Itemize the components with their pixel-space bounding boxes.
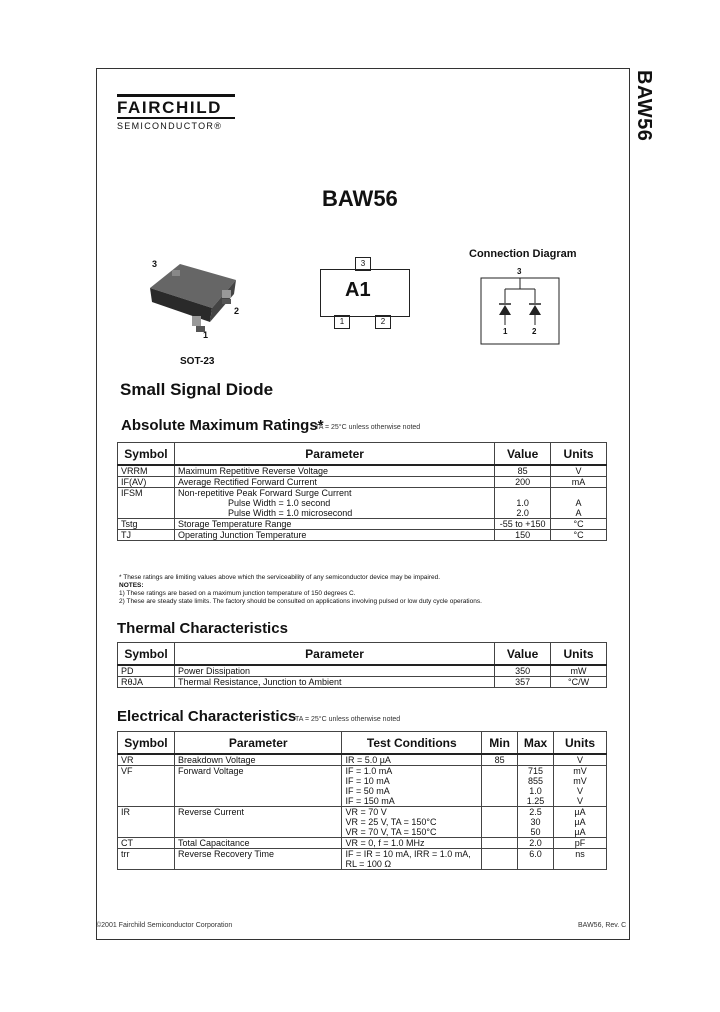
footer-revision: BAW56, Rev. C <box>578 922 627 929</box>
max-cell: 715 855 1.0 1.25 <box>518 766 554 807</box>
col-parameter: Parameter <box>174 443 494 466</box>
units-cell: °C <box>551 530 607 541</box>
min-cell <box>482 849 518 870</box>
device-description: Small Signal Diode <box>120 380 274 399</box>
symbol-cell: trr <box>118 849 175 870</box>
conditions-cell: VR = 0, f = 1.0 MHz <box>342 838 482 849</box>
min-cell <box>482 838 518 849</box>
thermal-title: Thermal Characteristics <box>117 620 288 637</box>
symbol-cell: VRRM <box>118 465 175 477</box>
electrical-title: Electrical Characteristics <box>117 708 297 725</box>
table-row <box>118 488 607 519</box>
table-row <box>118 766 607 807</box>
electrical-table <box>117 731 607 870</box>
abs-max-footnotes <box>119 574 609 606</box>
parameter-cell: Non-repetitive Peak Forward Surge Current Pulse Width = 1.0 second Pulse Width = 1.0 microsecond <box>174 488 494 519</box>
parameter-cell: Average Rectified Forward Current <box>174 477 494 488</box>
col-symbol: Symbol <box>118 643 175 666</box>
table-row <box>118 665 607 677</box>
symbol-cell: PD <box>118 665 175 677</box>
side-part-number: BAW56 <box>633 70 655 142</box>
min-cell <box>482 807 518 838</box>
symbol-cell: CT <box>118 838 175 849</box>
symbol-cell: VF <box>118 766 175 807</box>
symbol-cell: IF(AV) <box>118 477 175 488</box>
table-header-row <box>118 443 607 466</box>
value-cell: 150 <box>495 530 551 541</box>
marking-pin3: 3 <box>355 257 371 271</box>
col-symbol: Symbol <box>118 443 175 466</box>
min-cell <box>482 766 518 807</box>
value-cell: 350 <box>495 665 551 677</box>
units-cell: V <box>551 465 607 477</box>
package-pin3-label: 3 <box>152 259 158 269</box>
footnote: 2) These are steady state limits. The factory should be consulted on applications involving pulsed or low duty cycle operations. <box>119 598 482 605</box>
units-cell: mW <box>551 665 607 677</box>
package-pin2-label: 2 <box>234 306 240 316</box>
footnote-notes-heading: NOTES: <box>119 582 144 589</box>
footnote: * These ratings are limiting values above which the serviceability of any semiconductor device may be impaired. <box>119 574 441 581</box>
conditions-cell: IF = 1.0 mA IF = 10 mA IF = 50 mA IF = 150 mA <box>342 766 482 807</box>
symbol-cell: TJ <box>118 530 175 541</box>
col-symbol: Symbol <box>118 732 175 755</box>
conditions-cell: IF = IR = 10 mA, IRR = 1.0 mA, RL = 100 Ω <box>342 849 482 870</box>
table-row <box>118 530 607 541</box>
col-units: Units <box>551 643 607 666</box>
parameter-cell: Reverse Recovery Time <box>174 849 342 870</box>
table-row <box>118 465 607 477</box>
parameter-cell: Reverse Current <box>174 807 342 838</box>
units-cell: °C <box>551 519 607 530</box>
table-row <box>118 477 607 488</box>
parameter-cell: Total Capacitance <box>174 838 342 849</box>
parameter-cell: Power Dissipation <box>174 665 494 677</box>
electrical-note: TA = 25°C unless otherwise noted <box>295 716 401 723</box>
conditions-cell: IR = 5.0 µA <box>342 754 482 766</box>
connection-diagram <box>480 277 560 347</box>
part-title: BAW56 <box>322 186 398 211</box>
parameter-cell: Breakdown Voltage <box>174 754 342 766</box>
connection-pin2: 2 <box>532 327 537 336</box>
col-min: Min <box>482 732 518 755</box>
table-row <box>118 849 607 870</box>
table-row <box>118 519 607 530</box>
units-cell: V <box>554 754 607 766</box>
abs-max-note: TA = 25°C unless otherwise noted <box>315 424 421 431</box>
max-cell: 6.0 <box>518 849 554 870</box>
marking-pin1: 1 <box>334 315 350 329</box>
abs-max-table <box>117 442 607 541</box>
units-cell: µA µA µA <box>554 807 607 838</box>
marking-pin2: 2 <box>375 315 391 329</box>
units-cell: ns <box>554 849 607 870</box>
col-parameter: Parameter <box>174 643 494 666</box>
units-cell: mV mV V V <box>554 766 607 807</box>
marking-code: A1 <box>345 279 371 301</box>
package-pin1-label: 1 <box>203 330 209 340</box>
value-cell: 200 <box>495 477 551 488</box>
col-units: Units <box>551 443 607 466</box>
parameter-cell: Storage Temperature Range <box>174 519 494 530</box>
symbol-cell: VR <box>118 754 175 766</box>
parameter-cell: Forward Voltage <box>174 766 342 807</box>
col-test-conditions: Test Conditions <box>342 732 482 755</box>
table-row <box>118 838 607 849</box>
logo-mid-bar <box>117 117 235 119</box>
table-header-row <box>118 643 607 666</box>
abs-max-title: Absolute Maximum Ratings* <box>121 417 324 434</box>
col-max: Max <box>518 732 554 755</box>
col-parameter: Parameter <box>174 732 342 755</box>
value-cell: 1.0 2.0 <box>495 488 551 519</box>
table-row <box>118 677 607 688</box>
value-cell: 357 <box>495 677 551 688</box>
symbol-cell: IFSM <box>118 488 175 519</box>
col-value: Value <box>495 643 551 666</box>
units-cell: A A <box>551 488 607 519</box>
value-cell: 85 <box>495 465 551 477</box>
logo-sub-text: SEMICONDUCTOR® <box>117 121 223 131</box>
connection-diagram-title: Connection Diagram <box>469 248 577 260</box>
units-cell: mA <box>551 477 607 488</box>
parameter-cell: Operating Junction Temperature <box>174 530 494 541</box>
thermal-table <box>117 642 607 688</box>
symbol-cell: Tstg <box>118 519 175 530</box>
symbol-cell: RθJA <box>118 677 175 688</box>
connection-pin3: 3 <box>517 267 522 276</box>
col-units: Units <box>554 732 607 755</box>
logo-main-text: FAIRCHILD <box>117 98 223 117</box>
package-name: SOT-23 <box>180 356 215 367</box>
units-cell: pF <box>554 838 607 849</box>
logo-top-bar <box>117 94 235 97</box>
parameter-cell: Maximum Repetitive Reverse Voltage <box>174 465 494 477</box>
table-row <box>118 754 607 766</box>
max-cell <box>518 754 554 766</box>
symbol-cell: IR <box>118 807 175 838</box>
max-cell: 2.5 30 50 <box>518 807 554 838</box>
parameter-cell: Thermal Resistance, Junction to Ambient <box>174 677 494 688</box>
table-row <box>118 807 607 838</box>
footnote: 1) These ratings are based on a maximum junction temperature of 150 degrees C. <box>119 590 356 597</box>
col-value: Value <box>495 443 551 466</box>
conditions-cell: VR = 70 V VR = 25 V, TA = 150°C VR = 70 V, TA = 150°C <box>342 807 482 838</box>
table-header-row <box>118 732 607 755</box>
footer-copyright: ©2001 Fairchild Semiconductor Corporation <box>96 922 233 929</box>
min-cell: 85 <box>482 754 518 766</box>
units-cell: °C/W <box>551 677 607 688</box>
value-cell: -55 to +150 <box>495 519 551 530</box>
max-cell: 2.0 <box>518 838 554 849</box>
connection-pin1: 1 <box>503 327 508 336</box>
